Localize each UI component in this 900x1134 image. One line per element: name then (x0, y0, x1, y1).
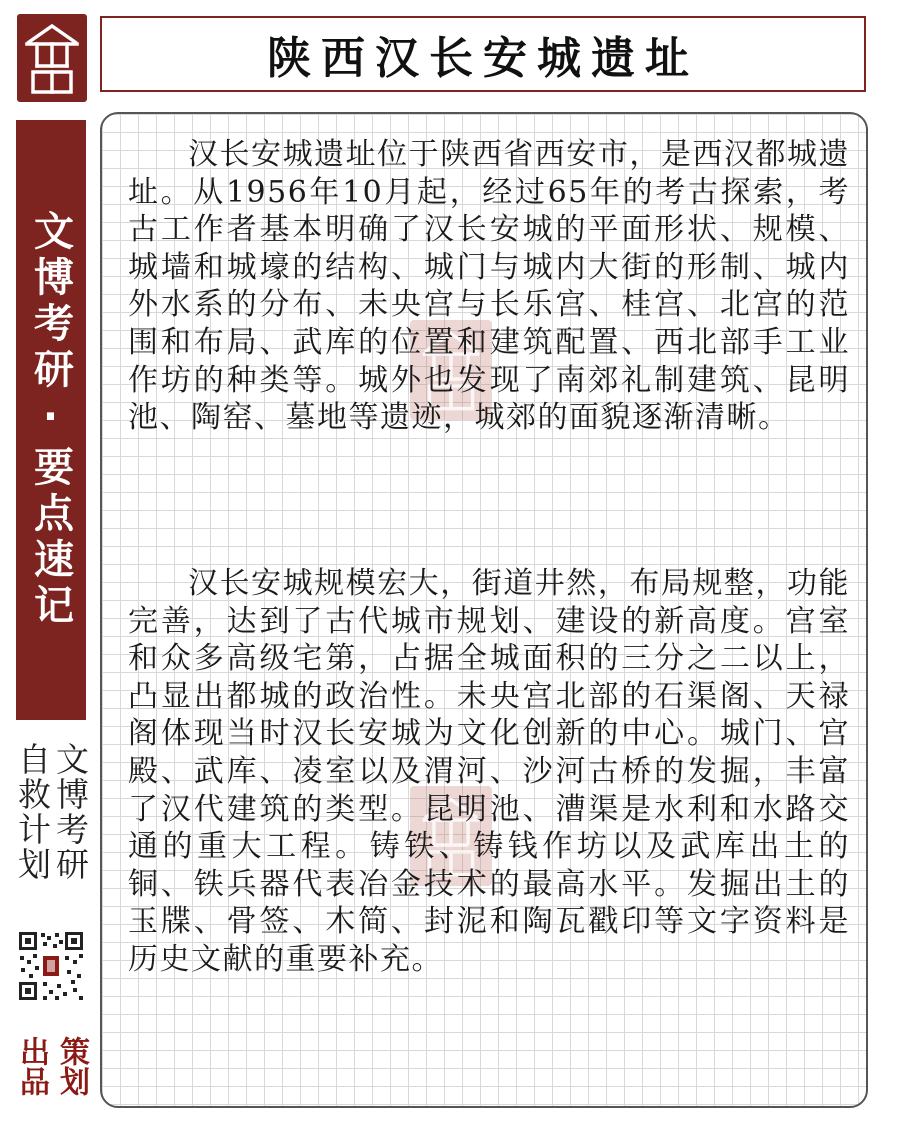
article-paragraph-2: 汉长安城规模宏大，街道井然，布局规整，功能完善，达到了古代城市规划、建设的新高度。宫室和众多高级宅第，占据全城面积的三分之二以上，凸显出都城的政治性。未央宫北部的石渠阁、天禄阁体现当时汉长安城为文化创新的中心。城门、宫殿、武库、凌室以及渭河、沙河古桥的发掘，丰富了汉代建筑的类型。昆明池、漕渠是水利和水路交通的重大工程。铸铁、铸钱作坊以及武库出土的铜、铁兵器代表冶金技术的最高水平。发掘出土的玉牒、骨签、木简、封泥和陶瓦戳印等文字资料是历史文献的重要补充。 (128, 566, 850, 977)
page-title-box (100, 16, 866, 92)
slogan-column-right: 文博考研 (51, 742, 90, 882)
series-title: 文博考研·要点速记 (27, 210, 74, 630)
slogan (14, 742, 88, 912)
publisher-column-right: 策划 (54, 1036, 89, 1096)
series-title-bar (16, 120, 86, 720)
publisher-column-left: 出品 (14, 1036, 49, 1096)
page-title: 陕西汉长安城遗址 (267, 33, 699, 84)
article-card (100, 112, 868, 1108)
publisher-credit (14, 1036, 88, 1112)
seal-logo-icon (17, 14, 87, 102)
slogan-column-left: 自救计划 (13, 742, 52, 882)
article-paragraph-1: 汉长安城遗址位于陕西省西安市，是西汉都城遗址。从1956年10月起，经过65年的考古探索，考古工作者基本明确了汉长安城的平面形状、规模、城墙和城壕的结构、城门与城内大街的形制、城内外水系的分布、未央宫与长乐宫、桂宫、北宫的范围和布局、武库的位置和建筑配置、西北部手工业作坊的种类等。城外也发现了南郊礼制建筑、昆明池、陶窑、墓地等遗迹，城郊的面貌逐渐清晰。 (128, 137, 850, 436)
qr-code-icon (17, 930, 85, 1002)
